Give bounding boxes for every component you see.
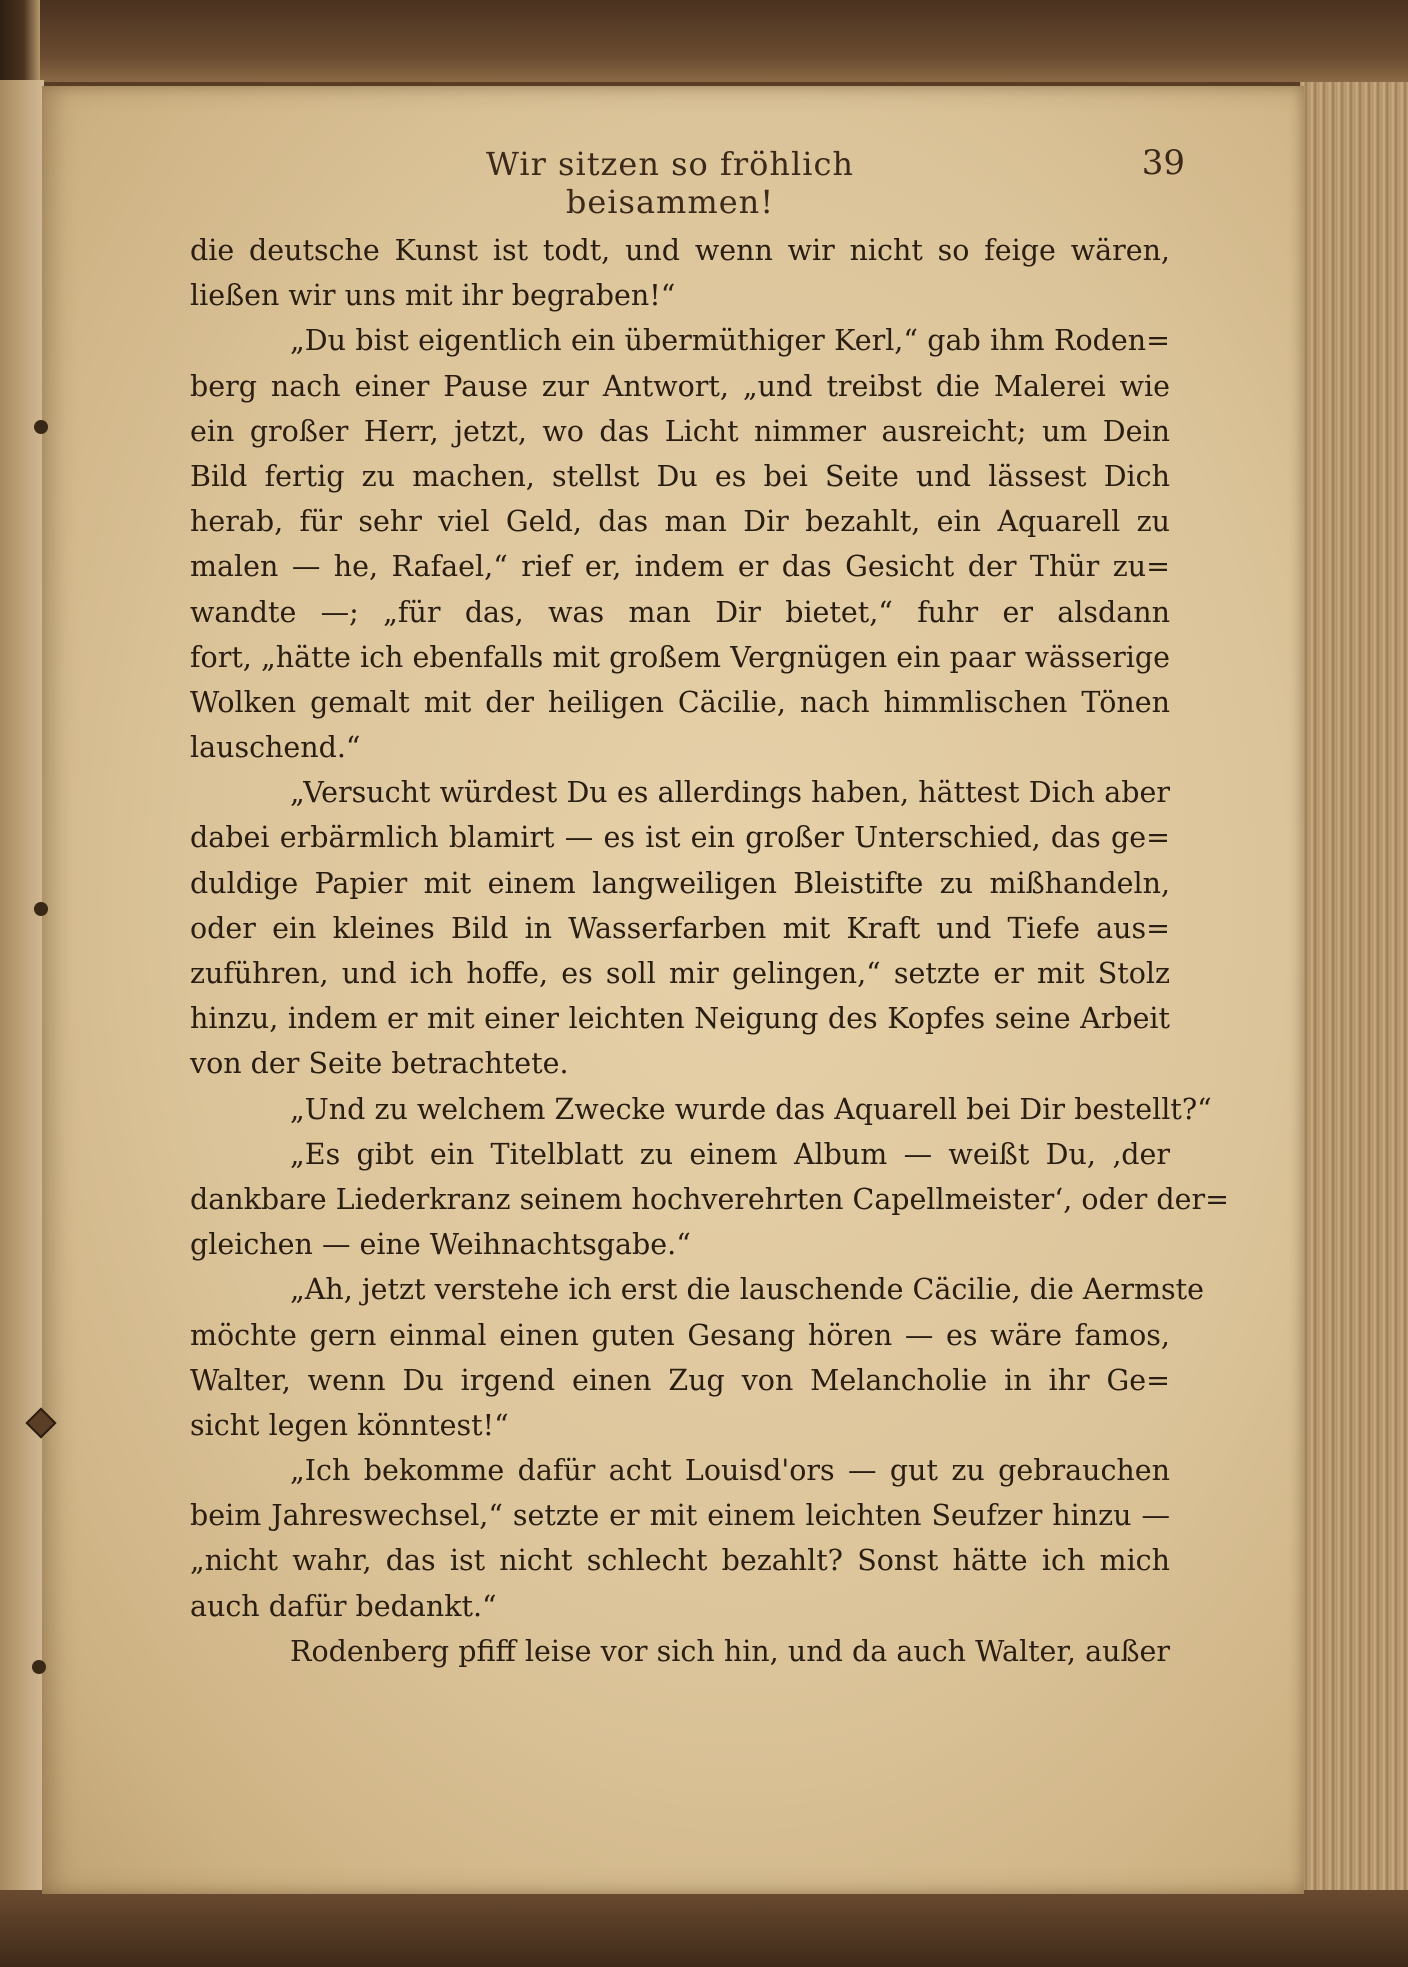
text-line: „Versucht würdest Du es allerdings haben, hättest Dich aber (290, 776, 1170, 810)
text-line: Rodenberg pfiff leise vor sich hin, und da auch Walter, außer (290, 1634, 1170, 1668)
page-stack-edge (1300, 82, 1408, 1967)
text-line: beim Jahreswechsel,“ setzte er mit einem leichten Seufzer hinzu — (190, 1499, 1170, 1533)
text-line: die deutsche Kunst ist todt, und wenn wir nicht so feige wären, (190, 234, 1170, 267)
text-line: Wolken gemalt mit der heiligen Cäcilie, nach himmlischen Tönen (190, 685, 1170, 719)
text-line: lauschend.“ (190, 731, 361, 765)
text-line: möchte gern einmal einen guten Gesang hören — es wäre famos, (190, 1318, 1170, 1352)
text-line: dabei erbärmlich blamirt — es ist ein großer Unterschied, das ge= (190, 821, 1170, 855)
text-line: berg nach einer Pause zur Antwort, „und treibst die Malerei wie (190, 369, 1170, 403)
text-line: „Und zu welchem Zwecke wurde das Aquarell bei Dir bestellt?“ (290, 1092, 1212, 1126)
text-line: ein großer Herr, jetzt, wo das Licht nimmer ausreicht; um Dein (190, 414, 1170, 448)
text-line: duldige Papier mit einem langweiligen Bleistifte zu mißhandeln, (190, 866, 1170, 900)
text-line: Walter, wenn Du irgend einen Zug von Melancholie in ihr Ge= (190, 1363, 1170, 1397)
body-text (190, 228, 1229, 1674)
text-line: wandte —; „für das, was man Dir bietet,“ fuhr er alsdann (190, 595, 1170, 629)
text-line: gleichen — eine Weihnachtsgabe.“ (190, 1228, 691, 1262)
facing-page-edge (0, 80, 44, 1890)
text-line: „Ich bekomme dafür acht Louisd'ors — gut zu gebrauchen (290, 1454, 1170, 1488)
page-number: 39 (1141, 143, 1185, 183)
text-line: dankbare Liederkranz seinem hochverehrten Capellmeister‘, oder der= (190, 1182, 1229, 1216)
text-line: sicht legen könntest!“ (190, 1408, 509, 1442)
text-line: „nicht wahr, das ist nicht schlecht bezahlt? Sonst hätte ich mich (190, 1544, 1170, 1578)
text-line: „Du bist eigentlich ein übermüthiger Kerl,“ gab ihm Roden= (290, 324, 1170, 358)
text-line: zuführen, und ich hoffe, es soll mir gelingen,“ setzte er mit Stolz (190, 957, 1170, 990)
text-line: herab, für sehr viel Geld, das man Dir bezahlt, ein Aquarell zu (190, 505, 1170, 539)
text-line: auch dafür bedankt.“ (190, 1589, 497, 1623)
text-line: fort, „hätte ich ebenfalls mit großem Vergnügen ein paar wässerige (190, 640, 1170, 674)
book-cover-bottom (0, 1890, 1408, 1967)
binding-hole (32, 1660, 46, 1674)
text-line: oder ein kleines Bild in Wasserfarben mit Kraft und Tiefe aus= (190, 911, 1170, 945)
book-cover-top (0, 0, 1408, 82)
text-line: „Es gibt ein Titelblatt zu einem Album — weißt Du, ‚der (290, 1137, 1170, 1171)
text-line: „Ah, jetzt verstehe ich erst die lauschende Cäcilie, die Aermste (290, 1273, 1204, 1307)
binding-hole (34, 420, 48, 434)
text-line: malen — he, Rafael,“ rief er, indem er das Gesicht der Thür zu= (190, 550, 1170, 584)
text-line: ließen wir uns mit ihr begraben!“ (190, 279, 676, 313)
running-title: Wir sitzen so fröhlich beisammen! (486, 145, 854, 221)
text-line: hinzu, indem er mit einer leichten Neigung des Kopfes seine Arbeit (190, 1002, 1170, 1036)
text-line: von der Seite betrachtete. (190, 1047, 569, 1081)
binding-hole (34, 902, 48, 916)
text-line: Bild fertig zu machen, stellst Du es bei Seite und lässest Dich (190, 459, 1170, 493)
